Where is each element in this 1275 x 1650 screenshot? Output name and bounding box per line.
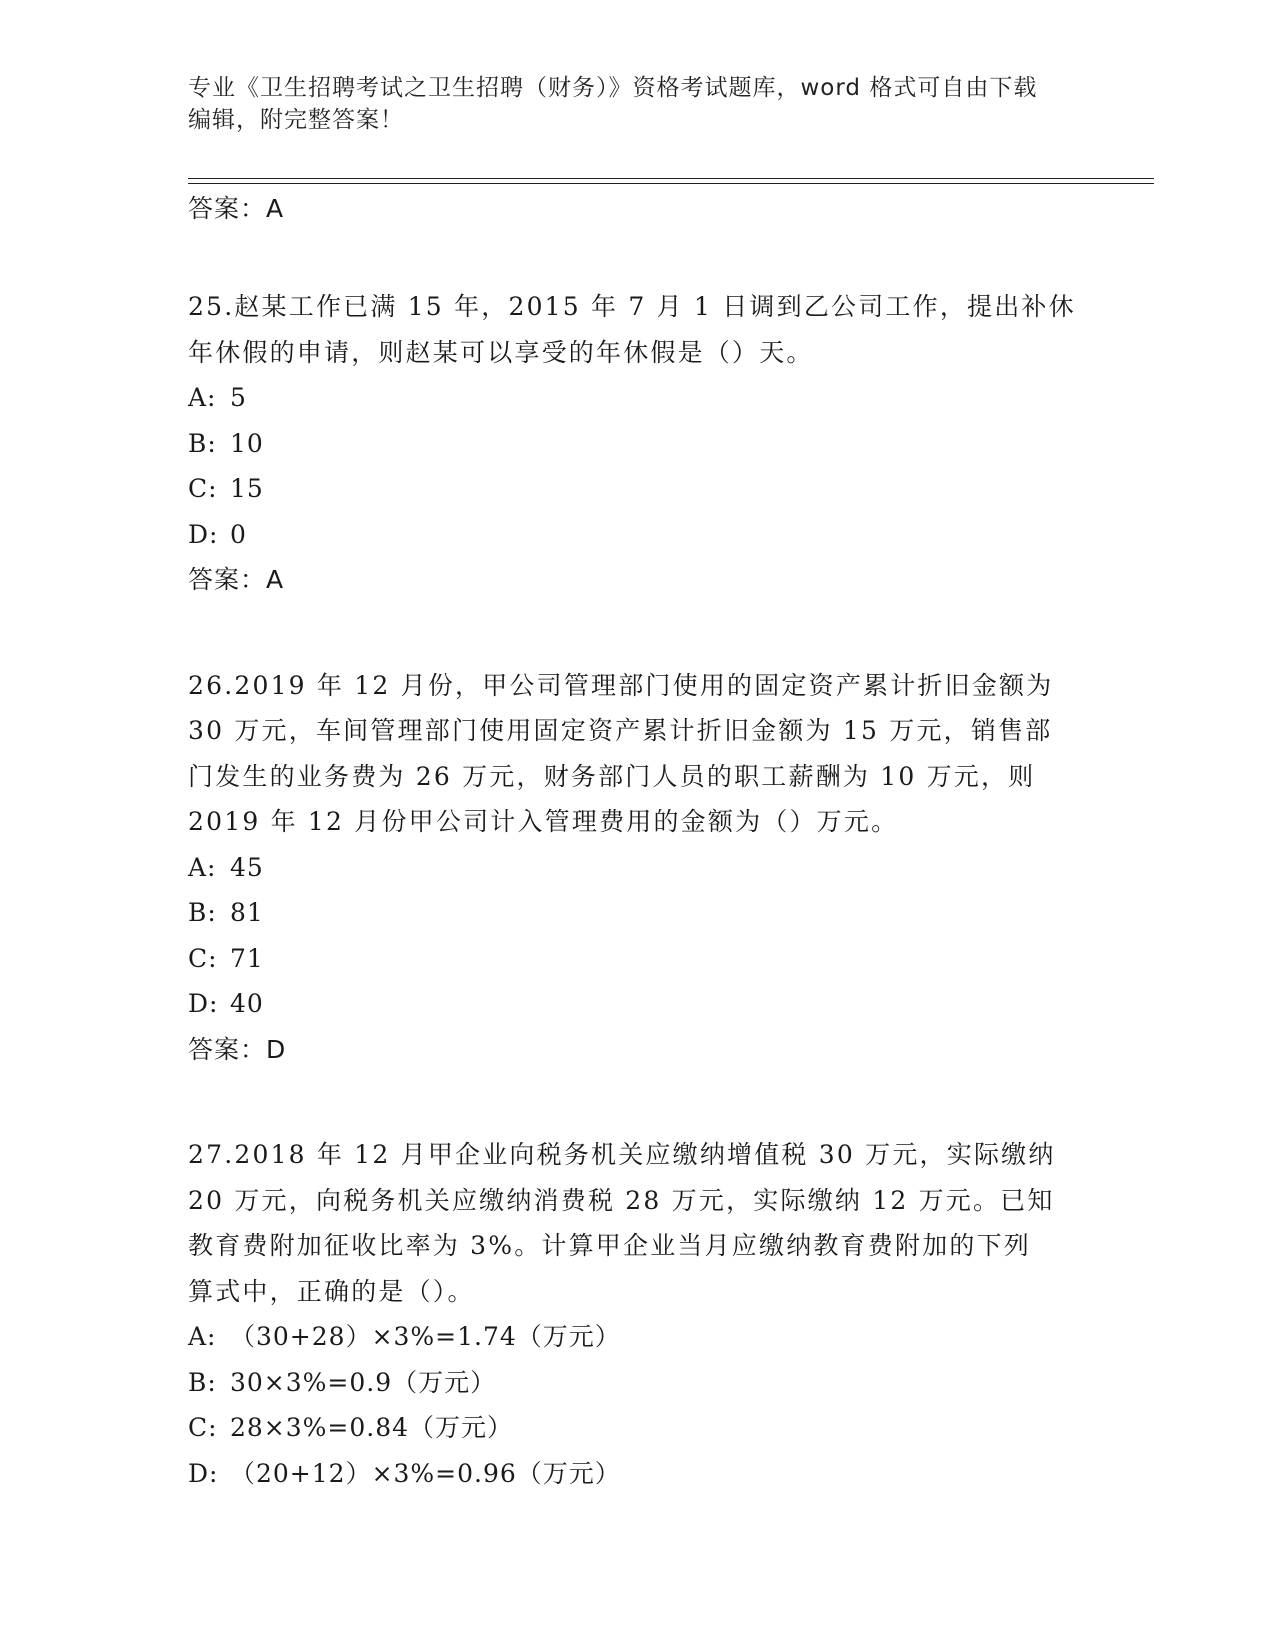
document-header — [188, 72, 1088, 136]
option-label: D: — [188, 519, 219, 549]
option-text: 30×3%=0.9（万元） — [230, 1367, 497, 1397]
question-text-line: 算式中，正确的是（）。 — [188, 1276, 475, 1306]
option-a — [188, 1314, 1088, 1360]
option-text: 28×3%=0.84（万元） — [230, 1413, 514, 1442]
option-label: B: — [188, 1367, 217, 1397]
question-answer: 答案：D — [188, 1034, 287, 1064]
option-label: B: — [188, 898, 217, 927]
question-text-line: 26.2019 年 12 月份，甲公司管理部门使用的固定资产累计折旧金额为 — [188, 670, 1054, 700]
option-text: 15 — [230, 474, 264, 503]
question-text-line: 年休假的申请，则赵某可以享受的年休假是（）天。 — [188, 337, 814, 367]
question-text-line: 27.2018 年 12 月甲企业向税务机关应缴纳增值税 30 万元，实际缴纳 — [188, 1140, 1056, 1169]
option-d — [188, 1451, 1088, 1497]
option-text: 40 — [230, 989, 264, 1018]
option-label: D: — [188, 1458, 219, 1488]
option-a — [188, 845, 1088, 891]
option-d — [188, 981, 1088, 1027]
question-content — [188, 190, 1088, 1496]
option-label: D: — [188, 989, 219, 1018]
question-text-line: 20 万元，向税务机关应缴纳消费税 28 万元，实际缴纳 12 万元。已知 — [188, 1185, 1055, 1215]
header-rule-top — [188, 178, 1154, 179]
header-rule-bottom — [188, 183, 1154, 184]
option-c — [188, 466, 1088, 512]
option-label: C: — [188, 943, 218, 973]
option-text: （20+12）×3%=0.96（万元） — [230, 1458, 621, 1488]
option-label: A: — [188, 383, 217, 412]
previous-question-answer: 答案：A — [188, 194, 285, 223]
option-label: B: — [188, 428, 217, 458]
question-text-line: 25.赵某工作已满 15 年，2015 年 7 月 1 日调到乙公司工作，提出补休 — [188, 292, 1076, 321]
question-text-line: 教育费附加征收比率为 3%。计算甲企业当月应缴纳教育费附加的下列 — [188, 1231, 1032, 1260]
option-text: 71 — [230, 943, 264, 973]
option-c — [188, 936, 1088, 982]
option-b — [188, 890, 1088, 936]
question-text-line: 门发生的业务费为 26 万元，财务部门人员的职工薪酬为 10 万元，则 — [188, 761, 1036, 791]
option-label: C: — [188, 1413, 218, 1442]
option-c — [188, 1405, 1088, 1451]
question-text-line: 2019 年 12 月份甲公司计入管理费用的金额为（）万元。 — [188, 807, 899, 836]
question-26 — [188, 663, 1088, 1073]
header-line-2: 编辑，附完整答案！ — [188, 107, 404, 133]
option-b — [188, 421, 1088, 467]
option-text: （30+28）×3%=1.74（万元） — [230, 1322, 621, 1351]
header-line-1: 专业《卫生招聘考试之卫生招聘（财务）》资格考试题库，word 格式可自由下载 — [188, 75, 1038, 101]
option-a — [188, 375, 1088, 421]
option-label: A: — [188, 852, 217, 882]
option-text: 45 — [230, 852, 264, 882]
question-27 — [188, 1132, 1088, 1496]
option-label: C: — [188, 474, 218, 503]
question-25 — [188, 284, 1088, 603]
option-text: 10 — [230, 428, 264, 458]
option-text: 5 — [230, 383, 247, 412]
option-text: 81 — [230, 898, 264, 927]
option-label: A: — [188, 1322, 217, 1351]
option-d — [188, 512, 1088, 558]
option-text: 0 — [230, 519, 247, 549]
option-b — [188, 1360, 1088, 1406]
question-text-line: 30 万元，车间管理部门使用固定资产累计折旧金额为 15 万元，销售部 — [188, 716, 1053, 745]
question-answer: 答案：A — [188, 565, 285, 594]
